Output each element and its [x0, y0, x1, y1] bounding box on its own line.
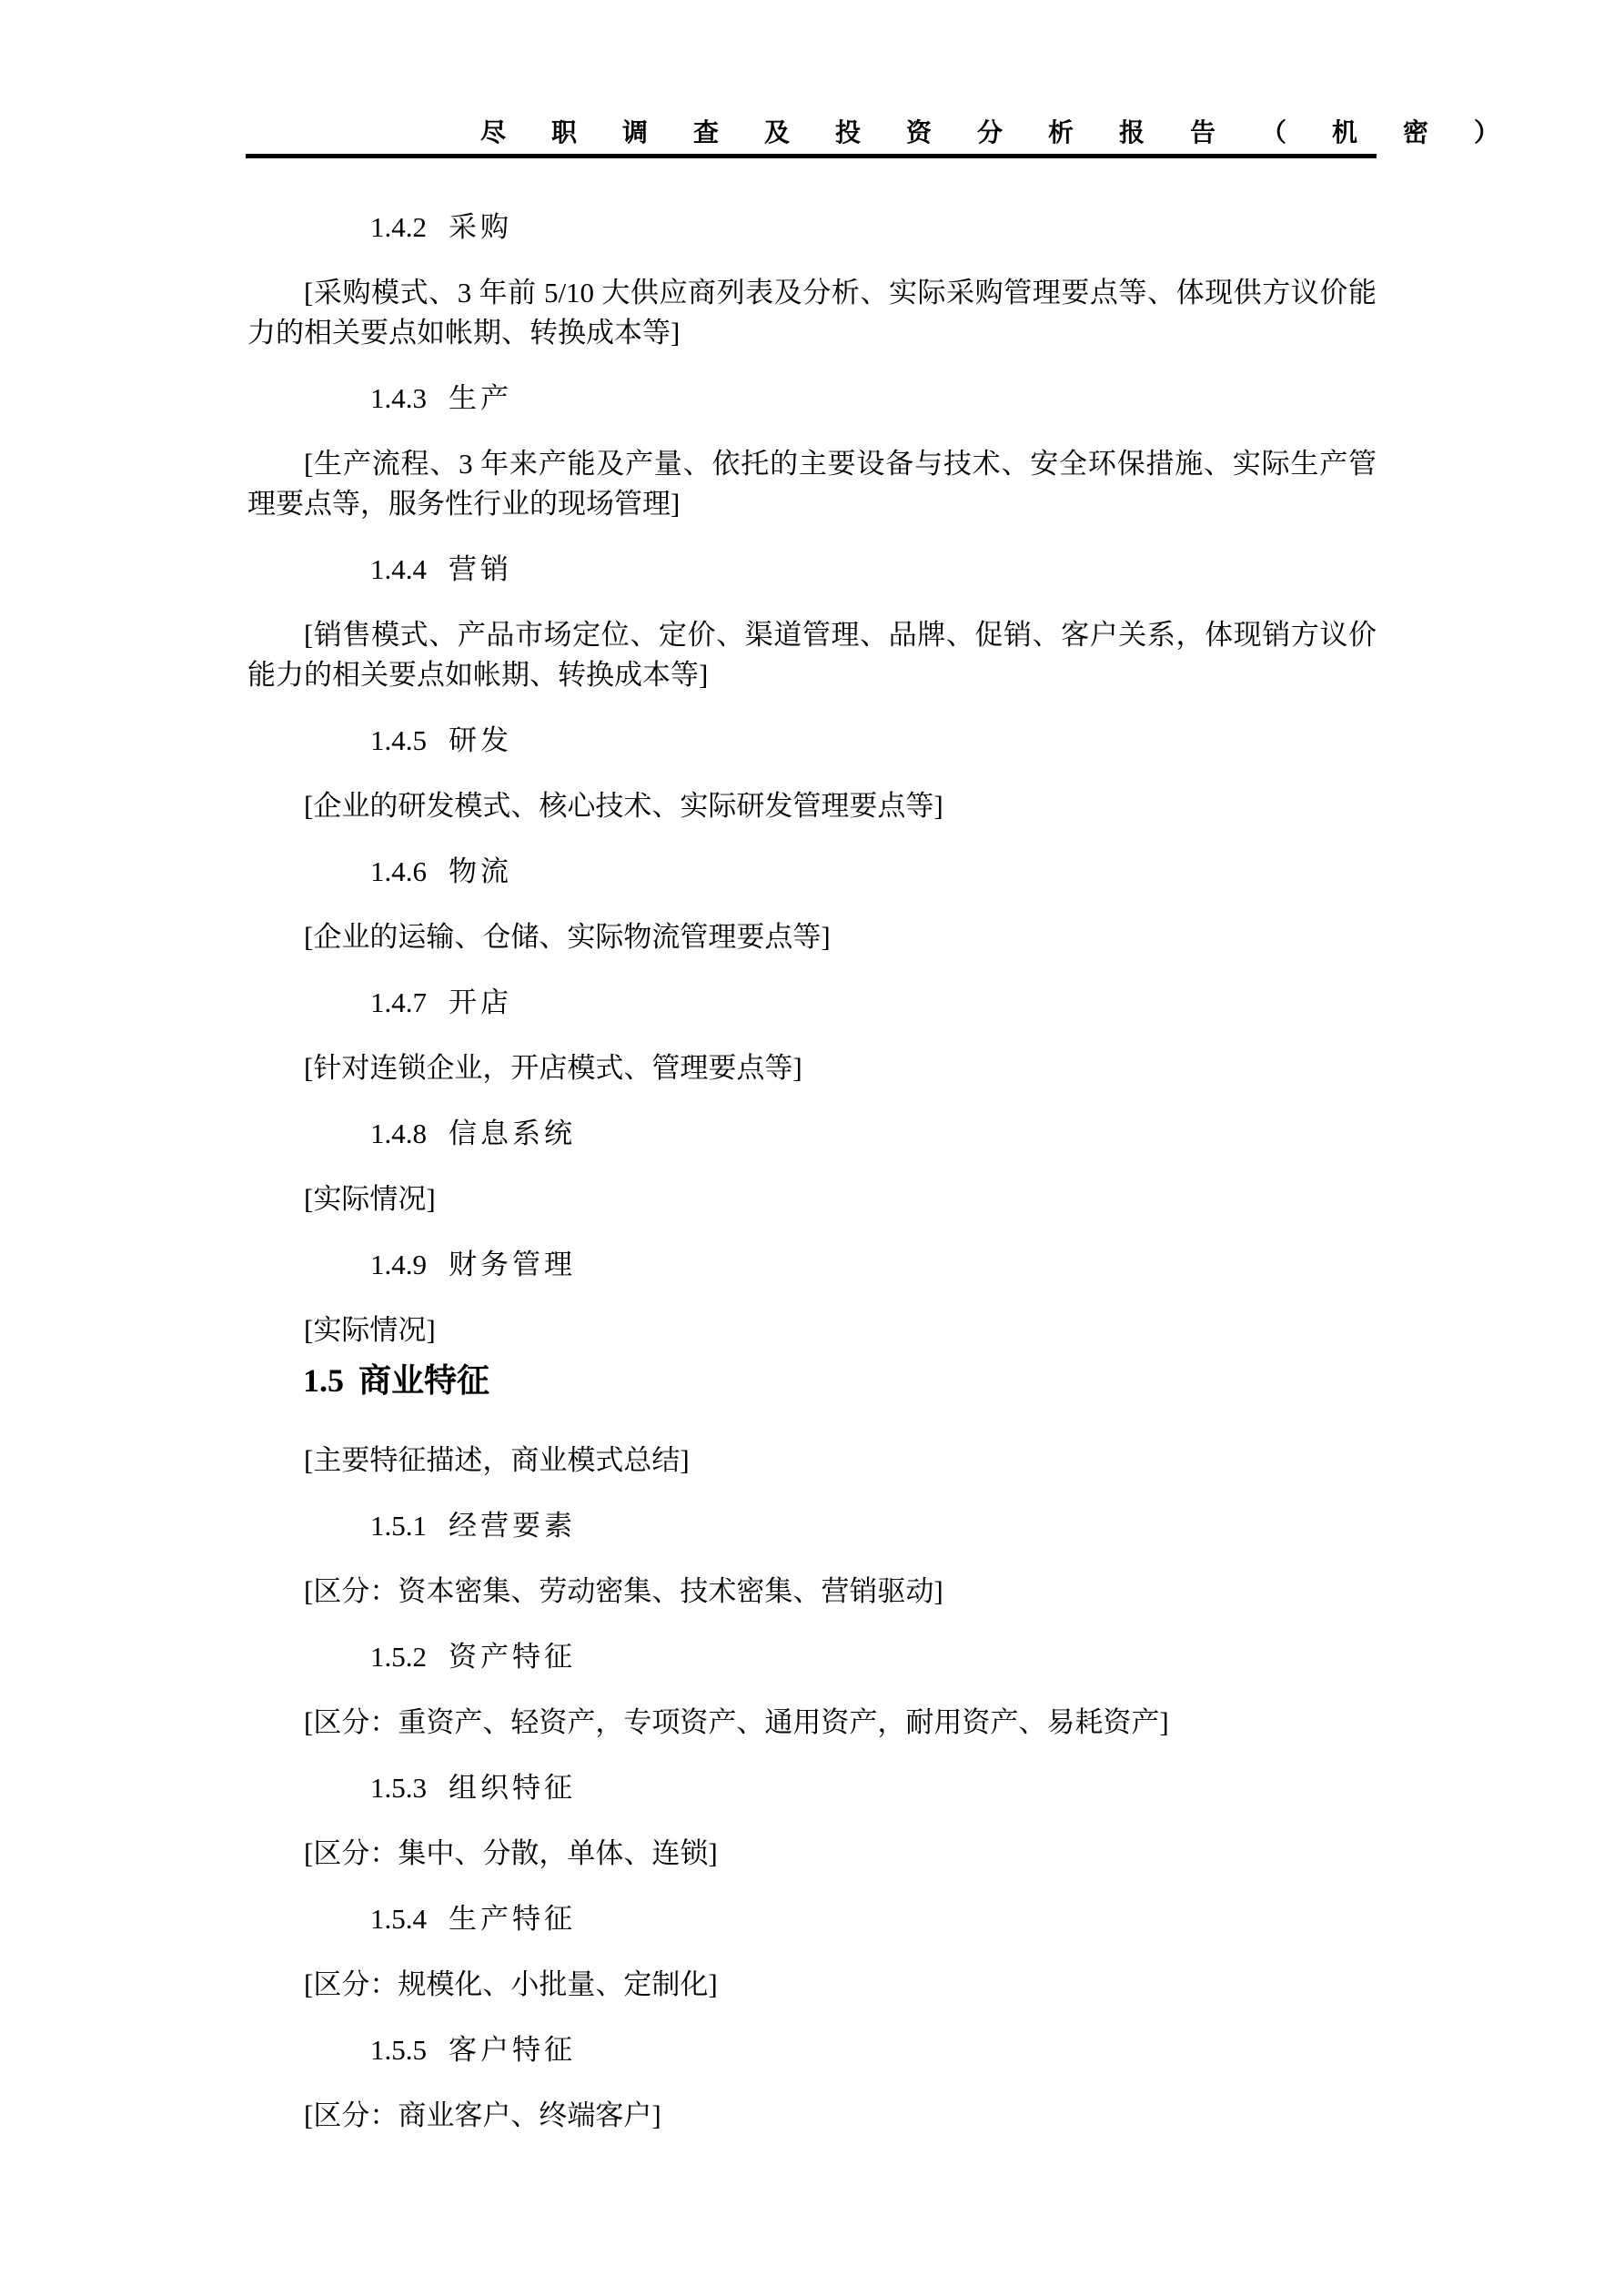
placeholder-paragraph: [实际情况]	[304, 1183, 436, 1215]
placeholder-paragraph: [区分：商业客户、终端客户]	[304, 2099, 661, 2131]
section-title: 经营要素	[449, 1510, 576, 1542]
section-number: 1.5.2	[370, 1641, 427, 1673]
section-title: 组织特征	[449, 1772, 576, 1804]
placeholder-paragraph: [区分：重资产、轻资产，专项资产、通用资产，耐用资产、易耗资产]	[304, 1706, 1169, 1738]
section-number: 1.5.5	[370, 2034, 427, 2066]
section-number: 1.4.4	[370, 553, 427, 585]
placeholder-paragraph: [销售模式、产品市场定位、定价、渠道管理、品牌、促销、客户关系，体现销方议价能力的相关要点如帐期、转换成本等]	[247, 619, 1377, 691]
section-number: 1.5.3	[370, 1772, 427, 1804]
section-number: 1.5.1	[370, 1510, 427, 1542]
placeholder-paragraph: [实际情况]	[304, 1314, 436, 1346]
chapter-heading-1-5	[303, 1360, 1377, 1401]
section-title: 信息系统	[449, 1118, 576, 1149]
page-header	[246, 118, 1546, 158]
section-heading-1-5-2	[370, 1637, 1377, 1677]
placeholder-paragraph: [区分：规模化、小批量、定制化]	[304, 1968, 718, 2000]
placeholder-paragraph: [企业的运输、仓储、实际物流管理要点等]	[304, 921, 831, 953]
chapter-title: 商业特征	[358, 1362, 490, 1399]
placeholder-paragraph: [针对连锁企业，开店模式、管理要点等]	[304, 1052, 802, 1084]
section-number: 1.4.8	[370, 1118, 427, 1149]
placeholder-paragraph: [企业的研发模式、核心技术、实际研发管理要点等]	[304, 790, 943, 822]
section-heading-1-4-8	[370, 1114, 1377, 1154]
section-title: 物流	[449, 855, 512, 887]
section-heading-1-5-5	[370, 2030, 1377, 2070]
section-heading-1-5-4	[370, 1899, 1377, 1939]
section-heading-1-4-4	[370, 550, 1377, 590]
section-heading-1-4-9	[370, 1245, 1377, 1285]
section-number: 1.4.7	[370, 986, 427, 1018]
section-number: 1.4.6	[370, 855, 427, 887]
section-heading-1-4-5	[370, 721, 1377, 761]
placeholder-paragraph: [主要特征描述，商业模式总结]	[304, 1444, 690, 1476]
section-title: 采购	[449, 211, 512, 243]
section-title: 开店	[449, 986, 512, 1018]
section-title: 财务管理	[449, 1249, 576, 1280]
section-title: 研发	[449, 724, 512, 756]
section-heading-1-5-1	[370, 1506, 1377, 1546]
section-heading-1-4-6	[370, 852, 1377, 892]
header-title: 尽职调查及投资分析报告（机密）	[480, 119, 1546, 147]
section-title: 客户特征	[449, 2034, 576, 2066]
document-body	[247, 158, 1377, 2136]
section-title: 营销	[449, 553, 512, 585]
placeholder-paragraph: [区分：资本密集、劳动密集、技术密集、营销驱动]	[304, 1575, 943, 1607]
placeholder-paragraph: [区分：集中、分散，单体、连锁]	[304, 1837, 718, 1869]
section-heading-1-4-7	[370, 983, 1377, 1023]
section-number: 1.4.3	[370, 382, 427, 414]
section-title: 资产特征	[449, 1641, 576, 1673]
section-number: 1.5.4	[370, 1903, 427, 1935]
section-number: 1.4.5	[370, 724, 427, 756]
section-title: 生产特征	[449, 1903, 576, 1935]
section-number: 1.4.2	[370, 211, 427, 243]
chapter-number: 1.5	[303, 1362, 344, 1399]
section-title: 生产	[449, 382, 512, 414]
placeholder-paragraph: [采购模式、3 年前 5/10 大供应商列表及分析、实际采购管理要点等、体现供方议价能力的相关要点如帐期、转换成本等]	[247, 277, 1377, 349]
section-number: 1.4.9	[370, 1249, 427, 1280]
section-heading-1-5-3	[370, 1768, 1377, 1808]
section-heading-1-4-3	[370, 379, 1377, 419]
placeholder-paragraph: [生产流程、3 年来产能及产量、依托的主要设备与技术、安全环保措施、实际生产管理要点等，服务性行业的现场管理]	[247, 448, 1377, 520]
section-heading-1-4-2	[370, 207, 1377, 248]
